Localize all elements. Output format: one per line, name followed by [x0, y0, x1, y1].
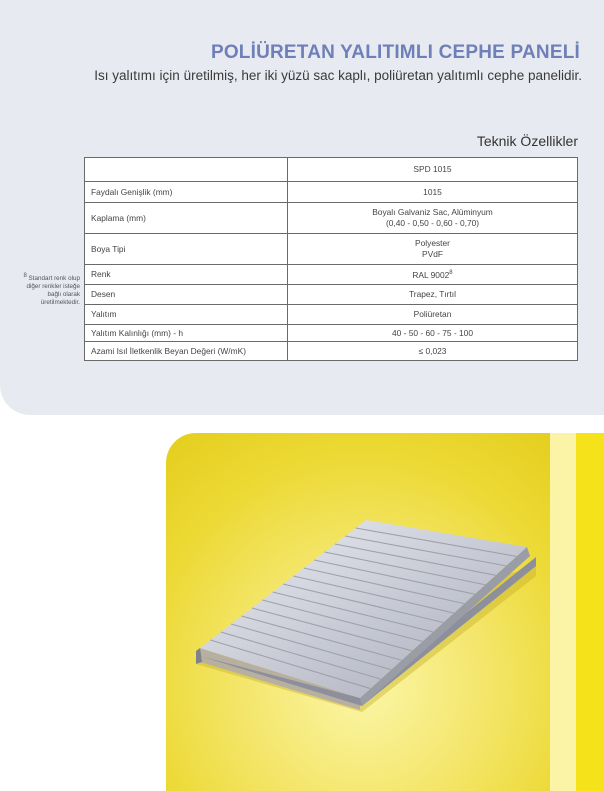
row-value-line1: Boyalı Galvaniz Sac, Alüminyum — [372, 207, 493, 217]
row-value-text: RAL 9002 — [412, 269, 450, 280]
footnote-marker: 8 — [23, 273, 27, 279]
row-label: Yalıtım — [85, 305, 288, 325]
row-value: 40 - 50 - 60 - 75 - 100 — [288, 325, 578, 342]
row-label: Desen — [85, 285, 288, 305]
row-label: Faydalı Genişlik (mm) — [85, 182, 288, 203]
row-value-line1: Polyester — [415, 238, 450, 248]
row-label: Boya Tipi — [85, 234, 288, 265]
row-label: Renk — [85, 265, 288, 285]
page-title: POLİÜRETAN YALITIMLI CEPHE PANELİ — [210, 42, 580, 63]
row-label: Yalıtım Kalınlığı (mm) - h — [85, 325, 288, 342]
footnote-marker: 8 — [449, 270, 453, 277]
row-value: ≤ 0,023 — [288, 342, 578, 361]
row-value: Poliüretan — [288, 305, 578, 325]
row-value: 1015 — [288, 182, 578, 203]
row-value-line2: (0,40 - 0,50 - 0,60 - 0,70) — [385, 218, 480, 228]
row-label: Kaplama (mm) — [85, 203, 288, 234]
table-header-model: SPD 1015 — [288, 158, 578, 182]
row-value: Trapez, Tırtıl — [288, 285, 578, 305]
row-value-line2: PVdF — [422, 249, 443, 259]
row-label: Azami Isıl İletkenlik Beyan Değeri (W/mK) — [85, 342, 288, 361]
spec-heading: Teknik Özellikler — [476, 133, 578, 149]
footnote-text: Standart renk olup diğer renkler isteğe bağlı olarak üretilmektedir. — [26, 275, 80, 307]
page-subtitle: Isı yalıtımı için üretilmiş, her iki yüzü sac kaplı, poliüretan yalıtımlı cephe panelidir. — [94, 68, 582, 83]
